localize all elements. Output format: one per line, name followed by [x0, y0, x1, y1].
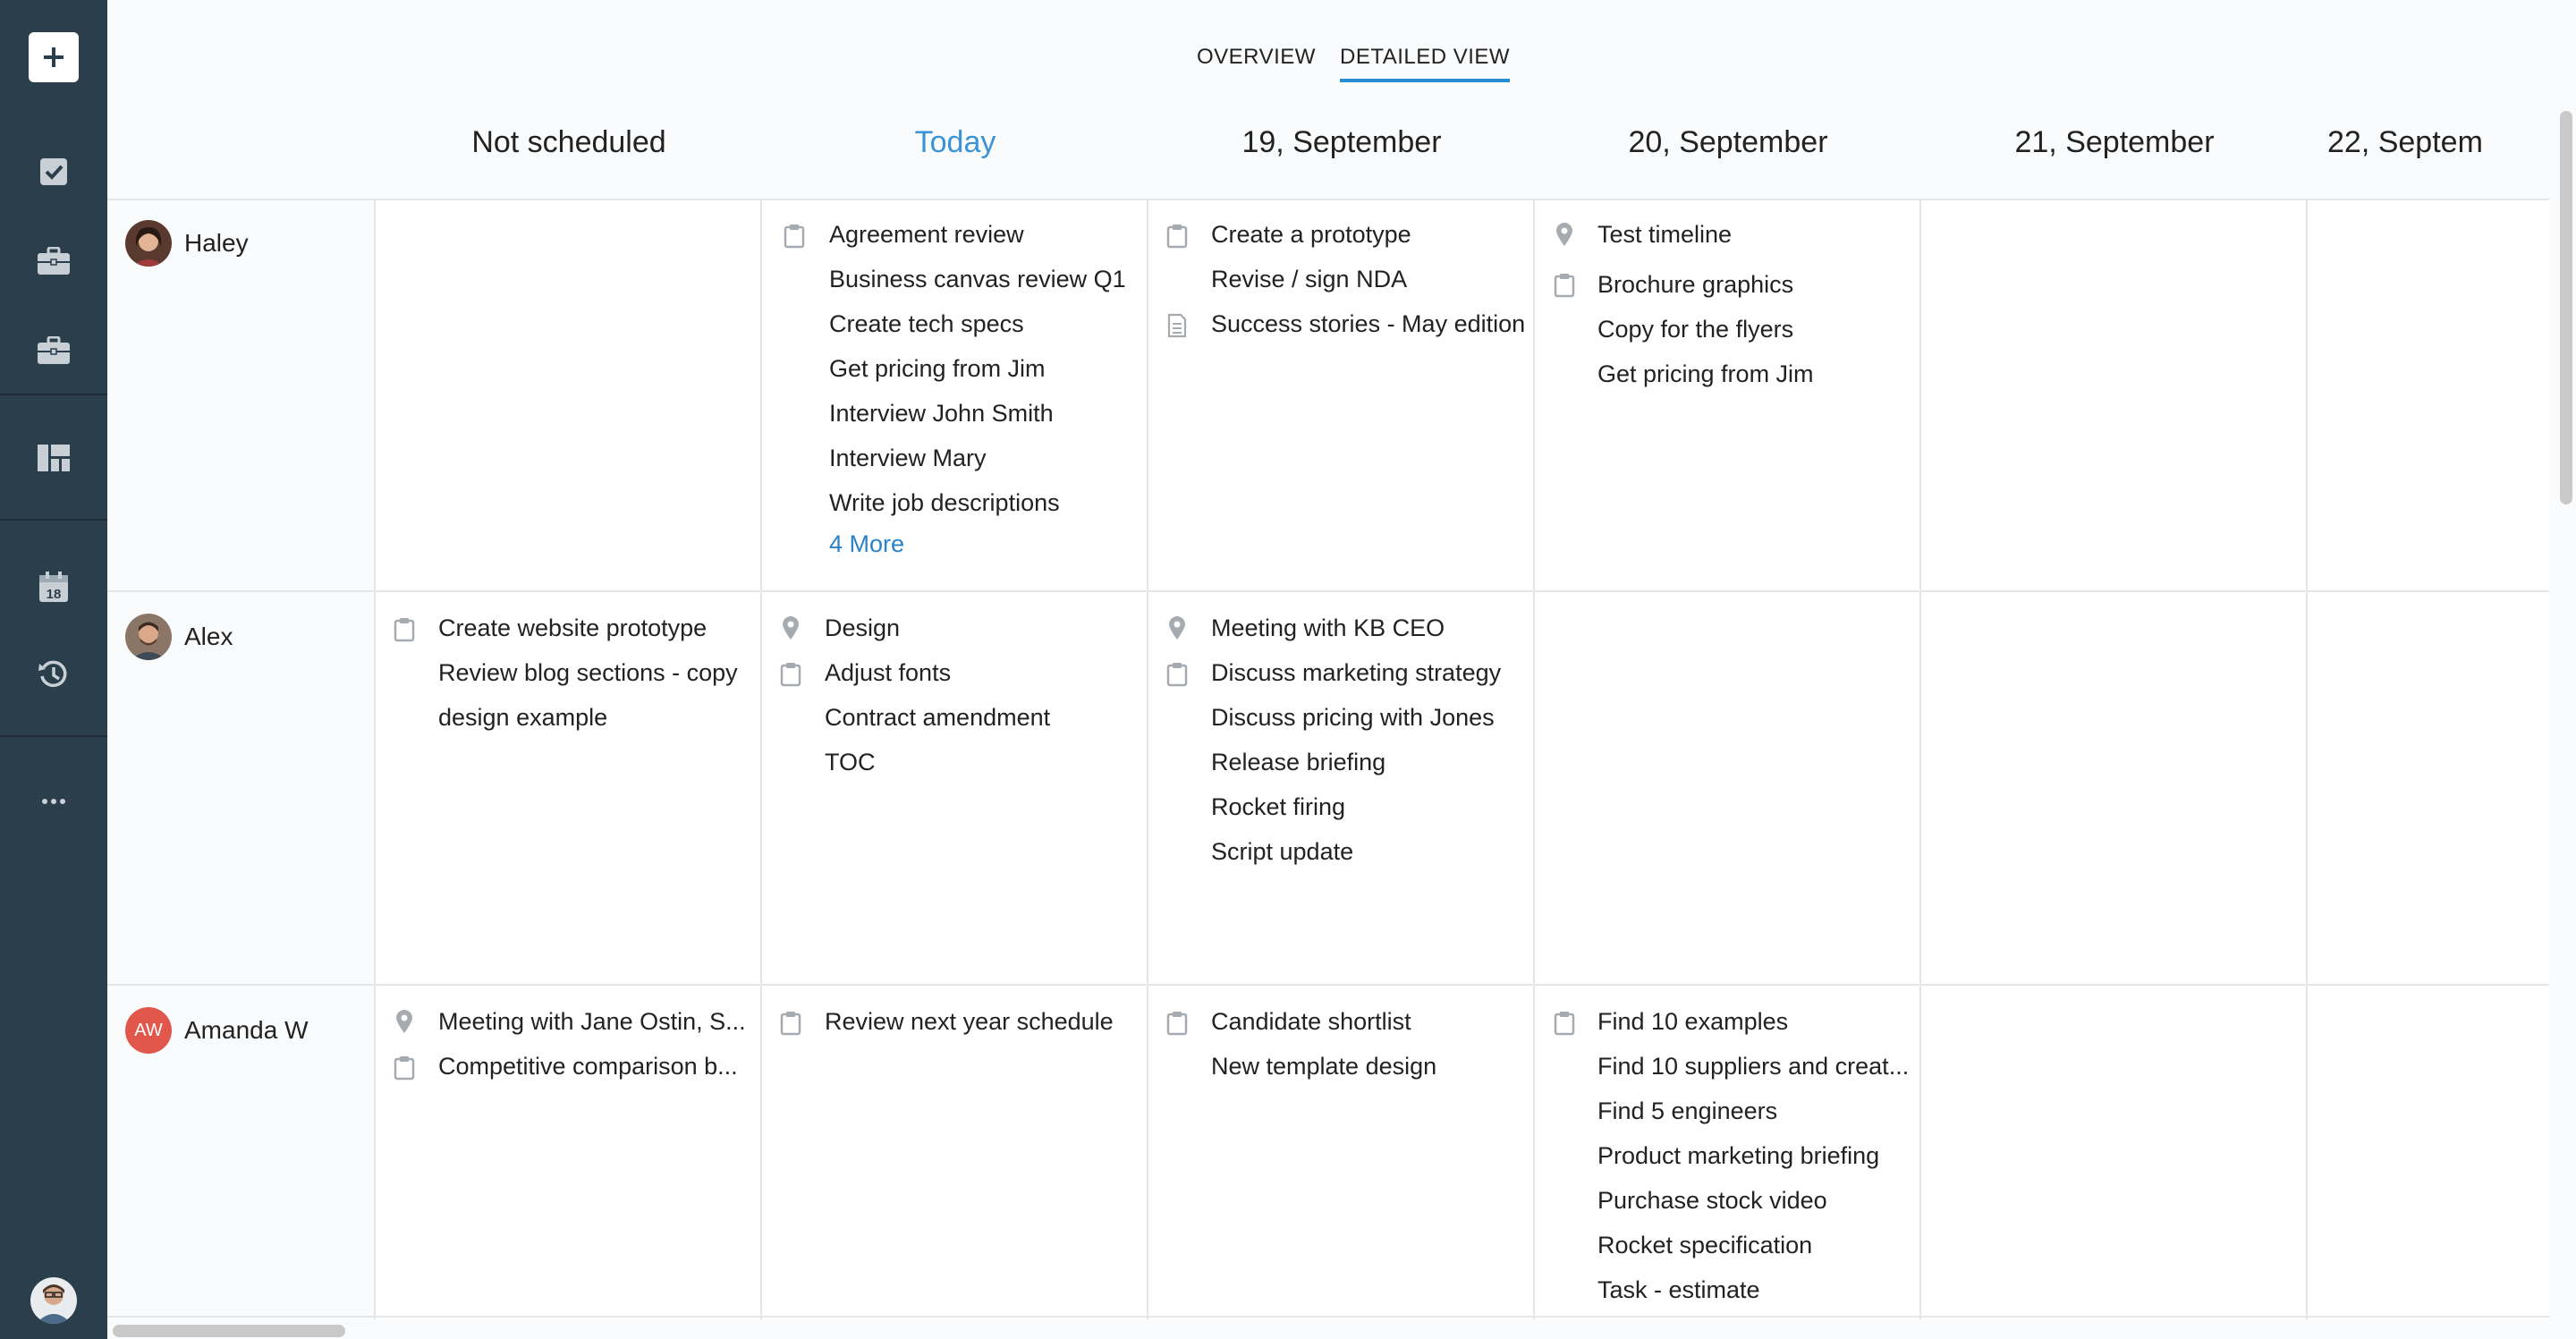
calendar-icon: [38, 571, 69, 603]
task-item[interactable]: Candidate shortlist: [1211, 1008, 1411, 1035]
clipboard-icon: [1166, 662, 1188, 687]
clipboard-icon: [1554, 273, 1575, 298]
task-item[interactable]: Product marketing briefing: [1597, 1142, 1880, 1169]
location-pin-icon: [1166, 615, 1188, 640]
task-item[interactable]: Get pricing from Jim: [1597, 360, 1814, 387]
task-item[interactable]: Rocket specification: [1597, 1232, 1813, 1258]
document-icon: [1166, 313, 1188, 338]
task-item[interactable]: Find 10 examples: [1597, 1008, 1789, 1035]
column-header-today: Today: [914, 125, 996, 159]
row-divider: [107, 984, 2549, 986]
briefcase-icon: [37, 247, 71, 275]
task-item[interactable]: Discuss pricing with Jones: [1211, 704, 1495, 731]
schedule-board: [107, 0, 2549, 1319]
sidebar-dashboard[interactable]: [29, 433, 79, 483]
row-divider: [107, 590, 2549, 592]
task-item[interactable]: Revise / sign NDA: [1211, 266, 1408, 292]
sidebar: [0, 0, 107, 1339]
sidebar-portfolio[interactable]: [29, 326, 79, 376]
task-item[interactable]: Find 10 suppliers and creat...: [1597, 1053, 1910, 1080]
task-item[interactable]: Meeting with KB CEO: [1211, 614, 1445, 641]
sidebar-calendar[interactable]: [29, 562, 79, 612]
avatar: AW: [125, 1007, 172, 1054]
sidebar-tasks[interactable]: [29, 147, 79, 197]
grid-line: [2306, 200, 2308, 1319]
task-item[interactable]: Agreement review: [829, 221, 1024, 248]
task-item[interactable]: Success stories - May edition: [1211, 310, 1526, 337]
clipboard-icon: [394, 617, 415, 642]
task-item[interactable]: Discuss marketing strategy: [1211, 659, 1502, 686]
person-row-header[interactable]: [125, 1007, 309, 1054]
column-header-not-scheduled: Not scheduled: [471, 125, 666, 159]
grid-line: [1533, 200, 1535, 1319]
grid-line: [760, 200, 762, 1319]
column-header-date: 19, September: [1241, 125, 1442, 159]
task-item[interactable]: Contract amendment: [825, 704, 1051, 731]
task-item[interactable]: Meeting with Jane Ostin, S...: [438, 1008, 746, 1035]
task-item[interactable]: Interview John Smith: [829, 400, 1054, 427]
history-icon: [38, 658, 70, 691]
task-item[interactable]: Test timeline: [1597, 221, 1733, 248]
column-header-date: 21, September: [2014, 125, 2215, 159]
task-item[interactable]: Copy for the flyers: [1597, 316, 1794, 343]
task-item[interactable]: Create a prototype: [1211, 221, 1411, 248]
avatar: [125, 220, 172, 267]
task-item[interactable]: Purchase stock video: [1597, 1187, 1827, 1214]
person-name: Amanda W: [184, 1016, 309, 1044]
sidebar-more[interactable]: [29, 776, 79, 826]
tab-detailed-view[interactable]: DETAILED VIEW: [1340, 45, 1510, 82]
briefcase-icon: [37, 336, 71, 365]
location-pin-icon: [394, 1009, 415, 1034]
user-avatar[interactable]: [30, 1277, 77, 1324]
task-item[interactable]: Design: [825, 614, 901, 641]
location-pin-icon: [1554, 222, 1575, 247]
avatar: [125, 614, 172, 660]
checkbox-icon: [38, 157, 69, 187]
task-item[interactable]: Review next year schedule: [825, 1008, 1114, 1035]
header-divider: [107, 199, 2549, 200]
task-item[interactable]: Find 5 engineers: [1597, 1097, 1778, 1124]
show-more-link[interactable]: 4 More: [829, 530, 905, 557]
clipboard-icon: [1166, 224, 1188, 249]
task-item[interactable]: Task - estimate: [1597, 1276, 1760, 1303]
vertical-scrollbar[interactable]: [2560, 111, 2572, 504]
task-item[interactable]: Interview Mary: [829, 445, 987, 471]
column-header-date: 20, September: [1628, 125, 1828, 159]
task-item[interactable]: Competitive comparison b...: [438, 1053, 738, 1080]
task-item[interactable]: Brochure graphics: [1597, 271, 1794, 298]
avatar-photo: [125, 614, 172, 660]
task-item[interactable]: Adjust fonts: [825, 659, 952, 686]
clipboard-icon: [394, 1055, 415, 1081]
sidebar-divider: [0, 394, 107, 395]
task-item[interactable]: TOC: [825, 749, 876, 775]
task-item[interactable]: Review blog sections - copy: [438, 659, 738, 686]
sidebar-projects[interactable]: [29, 236, 79, 286]
sidebar-history[interactable]: [29, 649, 79, 699]
task-item[interactable]: Write job descriptions: [829, 489, 1060, 516]
task-item[interactable]: Business canvas review Q1: [829, 266, 1126, 292]
horizontal-scrollbar[interactable]: [113, 1325, 345, 1337]
person-name: Alex: [184, 623, 233, 650]
person-row-header[interactable]: [125, 220, 249, 267]
task-item[interactable]: New template design: [1211, 1053, 1437, 1080]
grid-line: [374, 200, 376, 1319]
column-header-date: 22, Septem: [2327, 125, 2483, 159]
clipboard-icon: [780, 662, 801, 687]
task-item[interactable]: Rocket firing: [1211, 793, 1346, 820]
clipboard-icon: [1554, 1011, 1575, 1036]
svg-text:18: 18: [46, 587, 62, 602]
task-item[interactable]: Get pricing from Jim: [829, 355, 1046, 382]
person-row-header[interactable]: [125, 614, 233, 660]
task-item[interactable]: Release briefing: [1211, 749, 1386, 775]
dashboard-icon: [38, 445, 70, 471]
tab-overview[interactable]: OVERVIEW: [1197, 45, 1316, 69]
clipboard-icon: [780, 1011, 801, 1036]
task-item[interactable]: design example: [438, 704, 608, 731]
sidebar-divider: [0, 519, 107, 521]
more-icon: [41, 798, 66, 805]
row-divider: [107, 1316, 2549, 1318]
sidebar-divider: [0, 735, 107, 737]
avatar-photo: [125, 220, 172, 267]
clipboard-icon: [1166, 1011, 1188, 1036]
clipboard-icon: [784, 224, 805, 249]
person-name: Haley: [184, 229, 249, 257]
task-item[interactable]: Script update: [1211, 838, 1354, 865]
location-pin-icon: [780, 615, 801, 640]
task-item[interactable]: Create tech specs: [829, 310, 1024, 337]
user-avatar-photo: [30, 1277, 77, 1324]
task-item[interactable]: Create website prototype: [438, 614, 708, 641]
